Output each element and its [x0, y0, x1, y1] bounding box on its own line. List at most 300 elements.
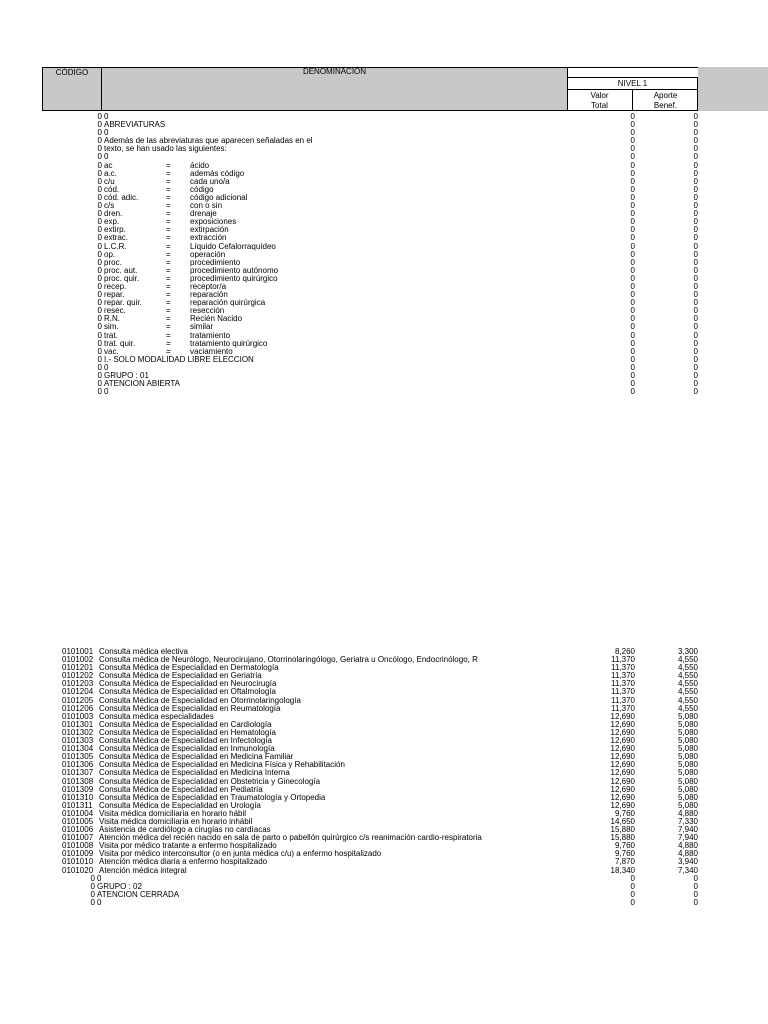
aporte-benef: 4,880	[677, 808, 698, 818]
valor-total: 12,690	[610, 727, 635, 737]
aporte-benef: 0	[693, 209, 698, 219]
aporte-benef: 0	[693, 298, 698, 308]
equals-sign: =	[166, 184, 171, 194]
valor-total: 0	[630, 144, 635, 154]
abbreviation: R.N.	[104, 314, 120, 324]
abbreviation: trat.	[104, 330, 118, 340]
aporte-benef: 5,080	[677, 768, 698, 778]
aporte-benef: 5,080	[677, 727, 698, 737]
row-code: 0	[90, 873, 95, 883]
valor-total: 9,760	[614, 841, 635, 851]
valor-total: 0	[630, 152, 635, 162]
abbreviation-meaning: reparación quirúrgica	[190, 298, 266, 308]
valor-total: 0	[630, 128, 635, 138]
abbreviation: ac	[104, 160, 113, 170]
abbreviation-meaning: Líquido Cefalorraquídeo	[190, 241, 276, 251]
abbreviation: proc. quir.	[104, 273, 140, 283]
aporte-benef: 3,300	[677, 647, 698, 656]
valor-total: 12,690	[610, 744, 635, 754]
row-denomination: 0	[104, 128, 109, 138]
row-code: 0	[97, 209, 102, 219]
row-denomination: Consulta Médica de Especialidad en Medicina Familiar	[99, 752, 294, 762]
equals-sign: =	[166, 298, 171, 308]
abbreviation-meaning: resección	[190, 306, 225, 316]
row-denomination: 0	[97, 873, 102, 883]
row-denomination: Consulta Médica de Especialidad en Neurocirugía	[99, 679, 277, 689]
aporte-benef: 0	[693, 144, 698, 154]
valor-total: 0	[630, 176, 635, 186]
valor-total: 0	[630, 192, 635, 202]
aporte-benef: 0	[693, 379, 698, 389]
row-denomination: Consulta Médica de Especialidad en Inmunología	[99, 744, 275, 754]
row-denomination: 0	[97, 897, 102, 907]
row-code: 0101203	[62, 679, 94, 689]
row-denomination: 0	[104, 387, 109, 397]
valor-total: 12,690	[610, 784, 635, 794]
row-code: 0101204	[62, 687, 94, 697]
abbreviation-meaning: extracción	[190, 233, 227, 243]
row-code: 0	[97, 290, 102, 300]
equals-sign: =	[166, 265, 171, 275]
equals-sign: =	[166, 346, 171, 356]
table-row	[0, 899, 768, 907]
aporte-benef: 4,550	[677, 655, 698, 665]
valor-total: 0	[630, 273, 635, 283]
equals-sign: =	[166, 241, 171, 251]
valor-total: 0	[630, 387, 635, 397]
valor-total: 0	[630, 249, 635, 259]
abbreviation-meaning: además código	[190, 168, 245, 178]
aporte-benef: 3,940	[677, 857, 698, 867]
row-code: 0	[97, 387, 102, 397]
abbreviation-meaning: ácido	[190, 160, 210, 170]
aporte-benef: 5,080	[677, 760, 698, 770]
aporte-benef: 0	[693, 217, 698, 227]
row-code: 0101205	[62, 695, 94, 705]
equals-sign: =	[166, 306, 171, 316]
valor-total: 12,690	[610, 800, 635, 810]
aporte-benef: 0	[693, 136, 698, 146]
valor-total: 18,340	[610, 865, 635, 875]
valor-total: 9,760	[614, 849, 635, 859]
aporte-benef: 0	[693, 241, 698, 251]
aporte-benef: 4,880	[677, 841, 698, 851]
table-row	[0, 867, 768, 875]
valor-total: 12,690	[610, 776, 635, 786]
aporte-benef: 5,080	[677, 800, 698, 810]
row-code: 0	[97, 281, 102, 291]
aporte-benef: 5,080	[677, 719, 698, 729]
aporte-benef: 0	[693, 201, 698, 211]
valor-total: 0	[630, 168, 635, 178]
row-denomination: Consulta médica electiva	[99, 647, 188, 656]
abbreviation-meaning: código	[190, 184, 214, 194]
row-code: 0	[97, 233, 102, 243]
row-code: 0	[97, 168, 102, 178]
aporte-benef: 0	[693, 314, 698, 324]
row-denomination: ATENCION CERRADA	[97, 889, 180, 899]
row-code: 0	[97, 273, 102, 283]
row-code: 0101008	[62, 841, 94, 851]
row-code: 0101301	[62, 719, 94, 729]
aporte-benef: 0	[693, 330, 698, 340]
aporte-benef: 0	[693, 120, 698, 130]
valor-header-line2: Total	[591, 101, 608, 110]
equals-sign: =	[166, 281, 171, 291]
valor-total: 11,370	[611, 703, 635, 713]
abbreviation: exp.	[104, 217, 120, 227]
row-code: 0	[97, 160, 102, 170]
abbreviation-meaning: procedimiento quirúrgico	[190, 273, 278, 283]
row-denomination: Consulta Médica de Especialidad en Urología	[99, 800, 261, 810]
row-denomination: Consulta Médica de Especialidad en Otorrinolaringología	[99, 695, 301, 705]
abbreviation-meaning: cada uno/a	[190, 176, 230, 186]
row-code: 0	[97, 371, 102, 380]
row-code: 0	[90, 881, 95, 891]
abbreviation: proc. aut.	[104, 265, 138, 275]
equals-sign: =	[166, 201, 171, 211]
row-denomination: Atención médica diaria a enfermo hospitalizado	[99, 857, 268, 867]
aporte-benef: 0	[693, 168, 698, 178]
valor-total: 0	[630, 298, 635, 308]
valor-total: 9,760	[614, 808, 635, 818]
valor-total: 0	[630, 322, 635, 332]
row-denomination: Consulta Médica de Especialidad en Pediatría	[99, 784, 263, 794]
row-code: 0	[97, 192, 102, 202]
row-code: 0	[97, 217, 102, 227]
row-denomination: Consulta Médica de Especialidad en Dermatología	[99, 663, 279, 673]
row-code: 0	[97, 128, 102, 138]
row-code: 0101002	[62, 655, 94, 665]
valor-total: 11,370	[611, 687, 635, 697]
nivel-top-line	[567, 77, 698, 78]
valor-total: 12,690	[610, 752, 635, 762]
aporte-benef: 0	[693, 265, 698, 275]
aporte-benef: 0	[693, 225, 698, 235]
row-denomination: Consulta Médica de Especialidad en Hematología	[99, 727, 276, 737]
valor-total: 0	[630, 241, 635, 251]
row-code: 0	[97, 241, 102, 251]
valor-total: 0	[630, 209, 635, 219]
abbreviation-meaning: reparación	[190, 290, 228, 300]
aporte-header-line2: Benef.	[653, 101, 678, 110]
abbreviation: c/u	[104, 176, 115, 186]
valor-total: 0	[630, 184, 635, 194]
row-code: 0	[97, 338, 102, 348]
abbreviation: op.	[104, 249, 116, 259]
codigo-header: CÓDIGO	[55, 68, 89, 77]
row-denomination: GRUPO : 01	[104, 371, 149, 380]
row-code: 0101307	[62, 768, 94, 778]
abbreviation-meaning: tratamiento	[190, 330, 231, 340]
row-denomination: 0	[104, 362, 109, 372]
valor-total: 0	[630, 265, 635, 275]
aporte-benef: 5,080	[677, 736, 698, 746]
abbreviation-meaning: exposiciones	[190, 217, 237, 227]
aporte-header-line1: Aporte	[653, 91, 678, 100]
table-row	[0, 194, 768, 202]
row-code: 0101001	[62, 647, 94, 656]
row-code: 0	[97, 330, 102, 340]
abbreviation: cód.	[104, 184, 120, 194]
row-denomination: Consulta médica de Neurólogo, Neurocirujano, Otorrinolaringólogo, Geriatra u Oncólogo, Endocrinólogo, R	[99, 655, 478, 665]
aporte-benef: 4,550	[677, 703, 698, 713]
abbreviation-meaning: procedimiento autónomo	[190, 265, 279, 275]
aporte-benef: 4,550	[677, 695, 698, 705]
aporte-benef: 7,340	[677, 865, 698, 875]
row-code: 0101005	[62, 816, 94, 826]
row-code: 0101004	[62, 808, 94, 818]
row-code: 0101309	[62, 784, 94, 794]
valor-total: 0	[630, 217, 635, 227]
grupo-01-section	[0, 648, 768, 907]
valor-total: 0	[630, 225, 635, 235]
equals-sign: =	[166, 217, 171, 227]
valor-total: 0	[630, 281, 635, 291]
valor-total: 0	[630, 873, 635, 883]
valor-total: 8,260	[614, 647, 635, 656]
abbreviations-section	[0, 113, 768, 396]
equals-sign: =	[166, 233, 171, 243]
row-denomination: Atención médica integral	[99, 865, 187, 875]
abbreviation: resec.	[104, 306, 126, 316]
abbreviation: vac.	[104, 346, 119, 356]
valor-total: 0	[630, 338, 635, 348]
row-code: 0101201	[62, 663, 94, 673]
abbreviation: repar. quir.	[104, 298, 142, 308]
equals-sign: =	[166, 249, 171, 259]
aporte-benef: 5,080	[677, 744, 698, 754]
row-code: 0	[97, 322, 102, 332]
row-code: 0101303	[62, 736, 94, 746]
abbreviation-meaning: extirpación	[190, 225, 229, 235]
table-row	[0, 388, 768, 396]
valor-total: 0	[630, 290, 635, 300]
equals-sign: =	[166, 192, 171, 202]
valor-total: 12,690	[610, 768, 635, 778]
row-code: 0101009	[62, 849, 94, 859]
abbreviation: dren.	[104, 209, 123, 219]
row-code: 0101305	[62, 752, 94, 762]
aporte-benef: 0	[693, 873, 698, 883]
valor-total: 0	[630, 136, 635, 146]
valor-total: 15,880	[610, 833, 635, 843]
row-code: 0	[97, 354, 102, 364]
abbreviation-meaning: vaciamiento	[190, 346, 233, 356]
row-code: 0	[97, 136, 102, 146]
valor-total: 12,690	[610, 736, 635, 746]
aporte-benef: 0	[693, 152, 698, 162]
valor-total: 0	[630, 160, 635, 170]
aporte-benef: 0	[693, 354, 698, 364]
row-code: 0	[97, 249, 102, 259]
aporte-benef: 5,080	[677, 776, 698, 786]
table-row	[0, 243, 768, 251]
aporte-benef: 0	[693, 192, 698, 202]
abbreviation: trat. quir.	[104, 338, 136, 348]
aporte-benef: 4,550	[677, 671, 698, 681]
row-code: 0	[97, 265, 102, 275]
row-code: 0	[97, 201, 102, 211]
equals-sign: =	[166, 273, 171, 283]
valor-total: 0	[630, 314, 635, 324]
valor-total: 0	[630, 371, 635, 380]
row-code: 0	[97, 120, 102, 130]
abbreviation-meaning: Recién Nacido	[190, 314, 243, 324]
aporte-benef: 0	[693, 112, 698, 121]
row-code: 0	[97, 184, 102, 194]
valor-total: 0	[630, 112, 635, 121]
table-row	[0, 121, 768, 129]
aporte-benef: 0	[693, 128, 698, 138]
row-code: 0	[97, 225, 102, 235]
valor-total: 0	[630, 362, 635, 372]
row-denomination: Además de las abreviaturas que aparecen señaladas en el	[104, 136, 313, 146]
abbreviation-meaning: receptor/a	[190, 281, 227, 291]
valor-total: 12,690	[610, 760, 635, 770]
abbreviation: a.c.	[104, 168, 117, 178]
valor-total: 11,370	[611, 679, 635, 689]
row-code: 0101020	[62, 865, 94, 875]
valor-total: 11,370	[611, 671, 635, 681]
row-code: 0	[97, 362, 102, 372]
row-denomination: Asistencia de cardiólogo a cirugías no cardíacas	[99, 825, 271, 835]
row-code: 0101310	[62, 792, 94, 802]
aporte-benef: 0	[693, 362, 698, 372]
row-code: 0101003	[62, 711, 94, 721]
row-denomination: Visita por médico interconsultor (o en junta médica c/u) a enfermo hospitalizado	[99, 849, 382, 859]
row-code: 0101206	[62, 703, 94, 713]
aporte-benef: 0	[693, 233, 698, 243]
row-denomination: Visita por médico tratante a enfermo hospitalizado	[99, 841, 277, 851]
aporte-benef: 0	[693, 273, 698, 283]
row-denomination: ATENCION ABIERTA	[104, 379, 181, 389]
table-row	[0, 356, 768, 364]
row-code: 0	[90, 897, 95, 907]
valor-total: 0	[630, 257, 635, 267]
row-code: 0	[97, 306, 102, 316]
row-denomination: ABREVIATURAS	[104, 120, 166, 130]
row-code: 0	[97, 379, 102, 389]
row-code: 0	[97, 298, 102, 308]
row-denomination: Atención médica del recién nacido en sala de parto o pabellón quirúrgico c/s reanimación cardio-respiratoria	[99, 833, 482, 843]
header-bottom-border	[42, 110, 698, 111]
row-code: 0	[97, 112, 102, 121]
aporte-benef: 0	[693, 281, 698, 291]
aporte-benef: 5,080	[677, 711, 698, 721]
valor-total: 14,650	[610, 816, 635, 826]
aporte-benef: 5,080	[677, 752, 698, 762]
aporte-benef: 0	[693, 160, 698, 170]
table-row	[0, 145, 768, 153]
row-code: 0	[97, 176, 102, 186]
equals-sign: =	[166, 290, 171, 300]
aporte-benef: 0	[693, 257, 698, 267]
aporte-benef: 0	[693, 371, 698, 380]
abbreviation: sim.	[104, 322, 119, 332]
aporte-benef: 5,080	[677, 784, 698, 794]
row-denomination: Consulta Médica de Especialidad en Reumatología	[99, 703, 281, 713]
aporte-benef: 0	[693, 897, 698, 907]
row-denomination: 0	[104, 152, 109, 162]
row-code: 0101304	[62, 744, 94, 754]
abbreviation: c/s	[104, 201, 115, 211]
nivel-header: NIVEL 1	[617, 79, 648, 88]
valor-total: 11,370	[611, 695, 635, 705]
abbreviation-meaning: operación	[190, 249, 226, 259]
row-code: 0	[97, 257, 102, 267]
aporte-benef: 0	[693, 889, 698, 899]
valor-total: 12,690	[610, 792, 635, 802]
aporte-benef: 7,330	[677, 816, 698, 826]
equals-sign: =	[166, 314, 171, 324]
row-denomination: Consulta Médica de Especialidad en Medicina Interna	[99, 768, 290, 778]
abbreviation: proc.	[104, 257, 122, 267]
row-code: 0	[97, 144, 102, 154]
row-denomination: I.- SOLO MODALIDAD LIBRE ELECCION	[104, 354, 254, 364]
row-code: 0101007	[62, 833, 94, 843]
aporte-benef: 7,940	[677, 833, 698, 843]
row-denomination: Consulta Médica de Especialidad en Infectología	[99, 736, 272, 746]
aporte-benef: 0	[693, 346, 698, 356]
valor-total: 0	[630, 330, 635, 340]
equals-sign: =	[166, 160, 171, 170]
row-denomination: Visita médica domiciliaria en horario inhábil	[99, 816, 253, 826]
abbreviation: extrac.	[104, 233, 129, 243]
row-denomination: Consulta Médica de Especialidad en Geriatría	[99, 671, 262, 681]
abbreviation-meaning: procedimiento	[190, 257, 241, 267]
table-row	[0, 170, 768, 178]
row-denomination: Consulta Médica de Especialidad en Traumatología y Ortopedia	[99, 792, 326, 802]
abbreviation-meaning: con o sin	[190, 201, 223, 211]
row-code: 0	[90, 889, 95, 899]
row-denomination: Consulta Médica de Especialidad en Cardiología	[99, 719, 272, 729]
equals-sign: =	[166, 176, 171, 186]
aporte-benef: 4,550	[677, 663, 698, 673]
equals-sign: =	[166, 209, 171, 219]
abbreviation: repar.	[104, 290, 125, 300]
table-row	[0, 153, 768, 161]
row-denomination: Visita médica domiciliaria en horario hábil	[99, 808, 247, 818]
row-code: 0	[97, 346, 102, 356]
aporte-benef: 0	[693, 387, 698, 397]
valor-total: 0	[630, 306, 635, 316]
abbreviation: L.C.R.	[104, 241, 127, 251]
abbreviation-meaning: código adicional	[190, 192, 248, 202]
aporte-benef: 4,550	[677, 679, 698, 689]
row-denomination: Consulta Médica de Especialidad en Oftalmología	[99, 687, 276, 697]
equals-sign: =	[166, 322, 171, 332]
row-denomination: Consulta Médica de Especialidad en Medicina Física y Rehabilitación	[99, 760, 345, 770]
valor-total: 0	[630, 881, 635, 891]
denominacion-header: DENOMINACIÓN	[302, 67, 367, 76]
aporte-benef: 5,080	[677, 792, 698, 802]
aporte-benef: 4,550	[677, 687, 698, 697]
valor-total: 12,690	[610, 719, 635, 729]
valor-total: 7,870	[614, 857, 635, 867]
row-code: 0101302	[62, 727, 94, 737]
valor-total: 0	[630, 354, 635, 364]
valor-total: 15,880	[610, 825, 635, 835]
abbreviation: recep.	[104, 281, 127, 291]
row-code: 0101006	[62, 825, 94, 835]
abbreviation: cód. adic.	[104, 192, 139, 202]
abbreviation-meaning: tratamiento quirúrgico	[190, 338, 268, 348]
valor-total: 12,690	[610, 711, 635, 721]
row-code: 0101306	[62, 760, 94, 770]
valor-total: 0	[630, 379, 635, 389]
table-row	[0, 380, 768, 388]
